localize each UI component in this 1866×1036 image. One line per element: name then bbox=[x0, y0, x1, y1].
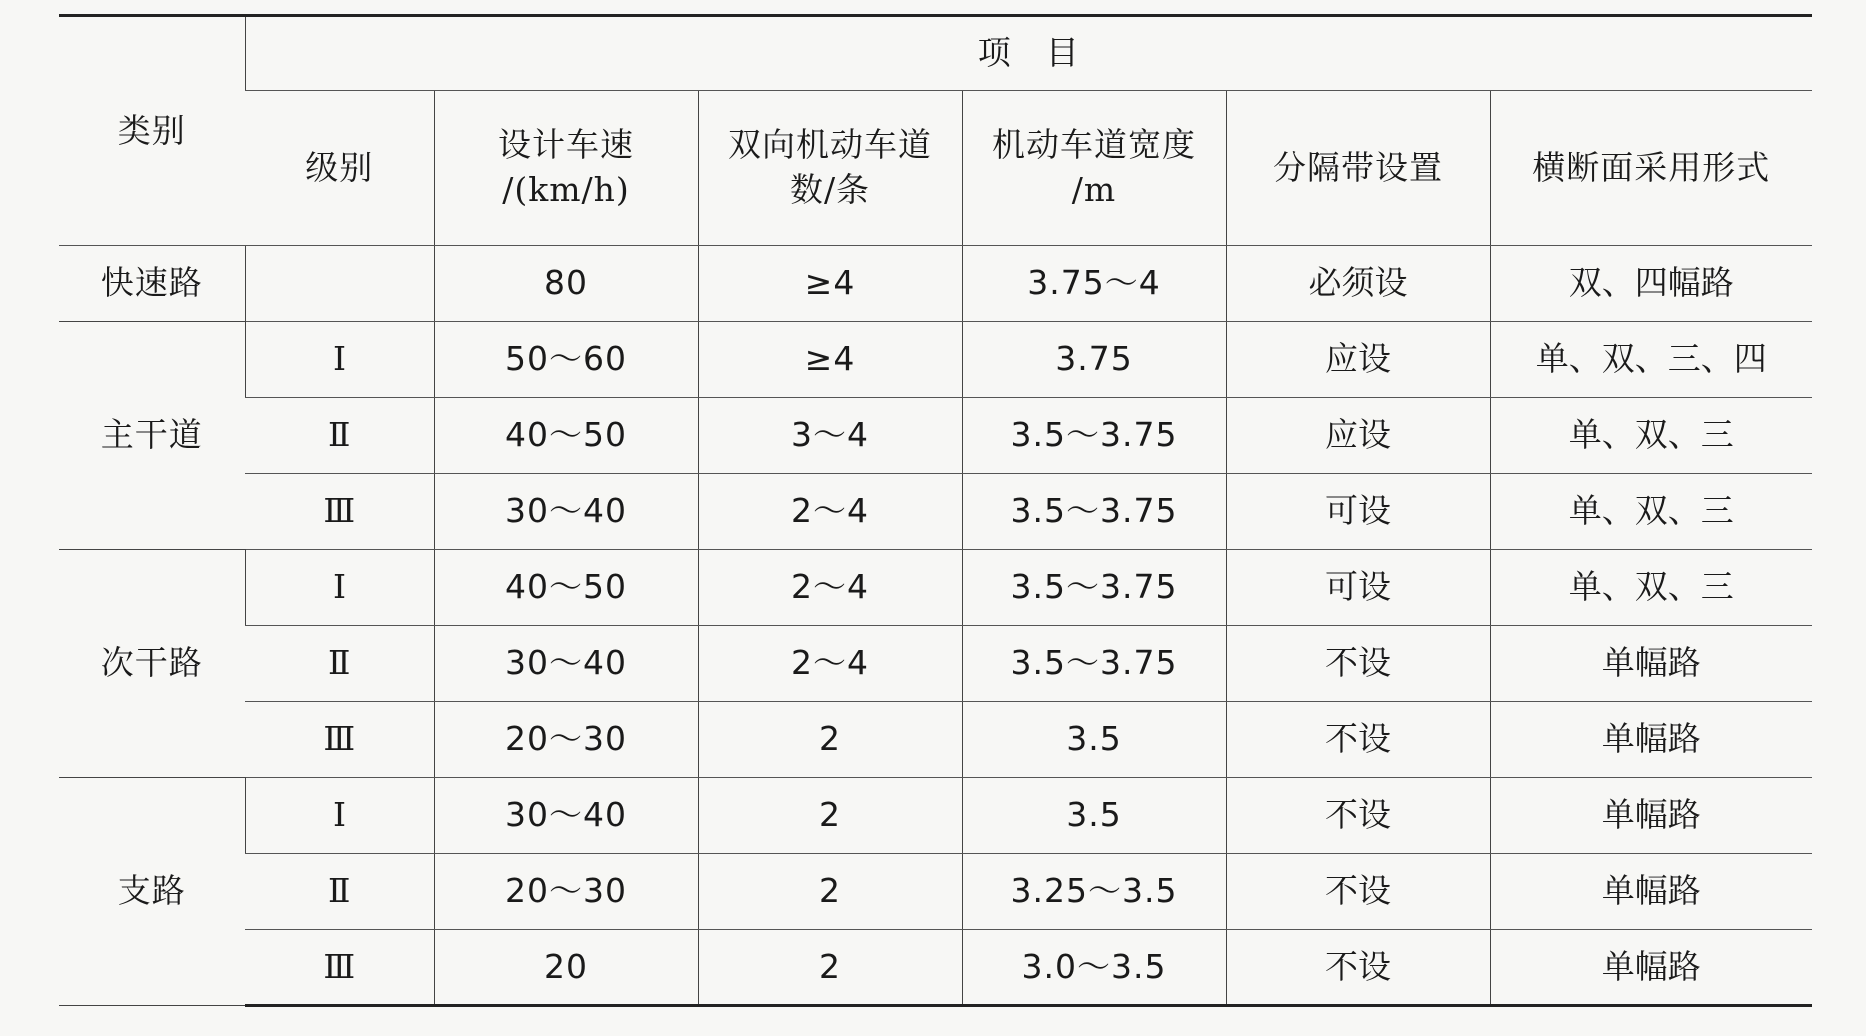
table-row bbox=[59, 854, 1812, 930]
header-design-speed-line1: 设计车速 bbox=[498, 125, 634, 165]
divider-cell: 应设 bbox=[1226, 322, 1490, 398]
divider-cell: 不设 bbox=[1226, 626, 1490, 702]
divider-cell: 不设 bbox=[1226, 930, 1490, 1006]
header-items-title: 项 目 bbox=[245, 16, 1812, 91]
lanes-cell: 2 bbox=[698, 930, 962, 1006]
width-cell: 3.0～3.5 bbox=[962, 930, 1226, 1006]
speed-cell: 30～40 bbox=[434, 626, 698, 702]
section-cell: 单、双、三 bbox=[1490, 550, 1812, 626]
width-cell: 3.5 bbox=[962, 778, 1226, 854]
header-design-speed bbox=[434, 91, 698, 246]
level-cell: Ⅲ bbox=[245, 474, 434, 550]
table-row bbox=[59, 398, 1812, 474]
lanes-cell: 2～4 bbox=[698, 474, 962, 550]
speed-cell: 20～30 bbox=[434, 702, 698, 778]
table-row bbox=[59, 626, 1812, 702]
width-cell: 3.5～3.75 bbox=[962, 550, 1226, 626]
speed-cell: 40～50 bbox=[434, 550, 698, 626]
header-lane-width-line2: /m bbox=[1071, 170, 1117, 209]
lanes-cell: 2 bbox=[698, 702, 962, 778]
header-lanes-line1: 双向机动车道 bbox=[728, 125, 932, 165]
table-row bbox=[59, 246, 1812, 322]
lanes-cell: 3～4 bbox=[698, 398, 962, 474]
section-cell: 单幅路 bbox=[1490, 778, 1812, 854]
section-cell: 单幅路 bbox=[1490, 626, 1812, 702]
speed-cell: 40～50 bbox=[434, 398, 698, 474]
section-cell: 单、双、三、四 bbox=[1490, 322, 1812, 398]
header-divider: 分隔带设置 bbox=[1226, 91, 1490, 246]
level-cell: Ⅰ bbox=[245, 322, 434, 398]
category-cell: 支路 bbox=[59, 778, 245, 1006]
header-category: 类别 bbox=[59, 16, 245, 246]
divider-cell: 可设 bbox=[1226, 550, 1490, 626]
table-row bbox=[59, 702, 1812, 778]
level-cell: Ⅲ bbox=[245, 702, 434, 778]
table-row bbox=[59, 474, 1812, 550]
level-cell: Ⅱ bbox=[245, 854, 434, 930]
width-cell: 3.25～3.5 bbox=[962, 854, 1226, 930]
speed-cell: 80 bbox=[434, 246, 698, 322]
level-cell: Ⅲ bbox=[245, 930, 434, 1006]
lanes-cell: ≥4 bbox=[698, 322, 962, 398]
level-cell: Ⅰ bbox=[245, 550, 434, 626]
header-level: 级别 bbox=[245, 91, 434, 246]
speed-cell: 30～40 bbox=[434, 778, 698, 854]
road-classification-table bbox=[59, 14, 1812, 1007]
header-lanes bbox=[698, 91, 962, 246]
lanes-cell: 2 bbox=[698, 778, 962, 854]
table-row bbox=[59, 930, 1812, 1006]
width-cell: 3.5～3.75 bbox=[962, 474, 1226, 550]
width-cell: 3.75～4 bbox=[962, 246, 1226, 322]
section-cell: 单、双、三 bbox=[1490, 474, 1812, 550]
level-cell: Ⅰ bbox=[245, 778, 434, 854]
header-lanes-line2: 数/条 bbox=[789, 170, 871, 209]
width-cell: 3.5～3.75 bbox=[962, 398, 1226, 474]
level-cell bbox=[245, 246, 434, 322]
width-cell: 3.75 bbox=[962, 322, 1226, 398]
category-cell: 快速路 bbox=[59, 246, 245, 322]
section-cell: 单幅路 bbox=[1490, 854, 1812, 930]
divider-cell: 必须设 bbox=[1226, 246, 1490, 322]
table-row bbox=[59, 778, 1812, 854]
category-cell: 次干路 bbox=[59, 550, 245, 778]
category-cell: 主干道 bbox=[59, 322, 245, 550]
lanes-cell: 2～4 bbox=[698, 550, 962, 626]
header-lane-width bbox=[962, 91, 1226, 246]
divider-cell: 不设 bbox=[1226, 778, 1490, 854]
section-cell: 单、双、三 bbox=[1490, 398, 1812, 474]
speed-cell: 30～40 bbox=[434, 474, 698, 550]
section-cell: 单幅路 bbox=[1490, 702, 1812, 778]
header-design-speed-line2: /(km/h) bbox=[502, 170, 630, 209]
section-cell: 单幅路 bbox=[1490, 930, 1812, 1006]
speed-cell: 20 bbox=[434, 930, 698, 1006]
speed-cell: 50～60 bbox=[434, 322, 698, 398]
header-cross-section: 横断面采用形式 bbox=[1490, 91, 1812, 246]
width-cell: 3.5 bbox=[962, 702, 1226, 778]
level-cell: Ⅱ bbox=[245, 398, 434, 474]
divider-cell: 不设 bbox=[1226, 854, 1490, 930]
width-cell: 3.5～3.75 bbox=[962, 626, 1226, 702]
speed-cell: 20～30 bbox=[434, 854, 698, 930]
level-cell: Ⅱ bbox=[245, 626, 434, 702]
lanes-cell: 2～4 bbox=[698, 626, 962, 702]
table-row bbox=[59, 322, 1812, 398]
lanes-cell: 2 bbox=[698, 854, 962, 930]
section-cell: 双、四幅路 bbox=[1490, 246, 1812, 322]
lanes-cell: ≥4 bbox=[698, 246, 962, 322]
header-lane-width-line1: 机动车道宽度 bbox=[992, 125, 1196, 165]
divider-cell: 应设 bbox=[1226, 398, 1490, 474]
divider-cell: 不设 bbox=[1226, 702, 1490, 778]
divider-cell: 可设 bbox=[1226, 474, 1490, 550]
table-row bbox=[59, 550, 1812, 626]
